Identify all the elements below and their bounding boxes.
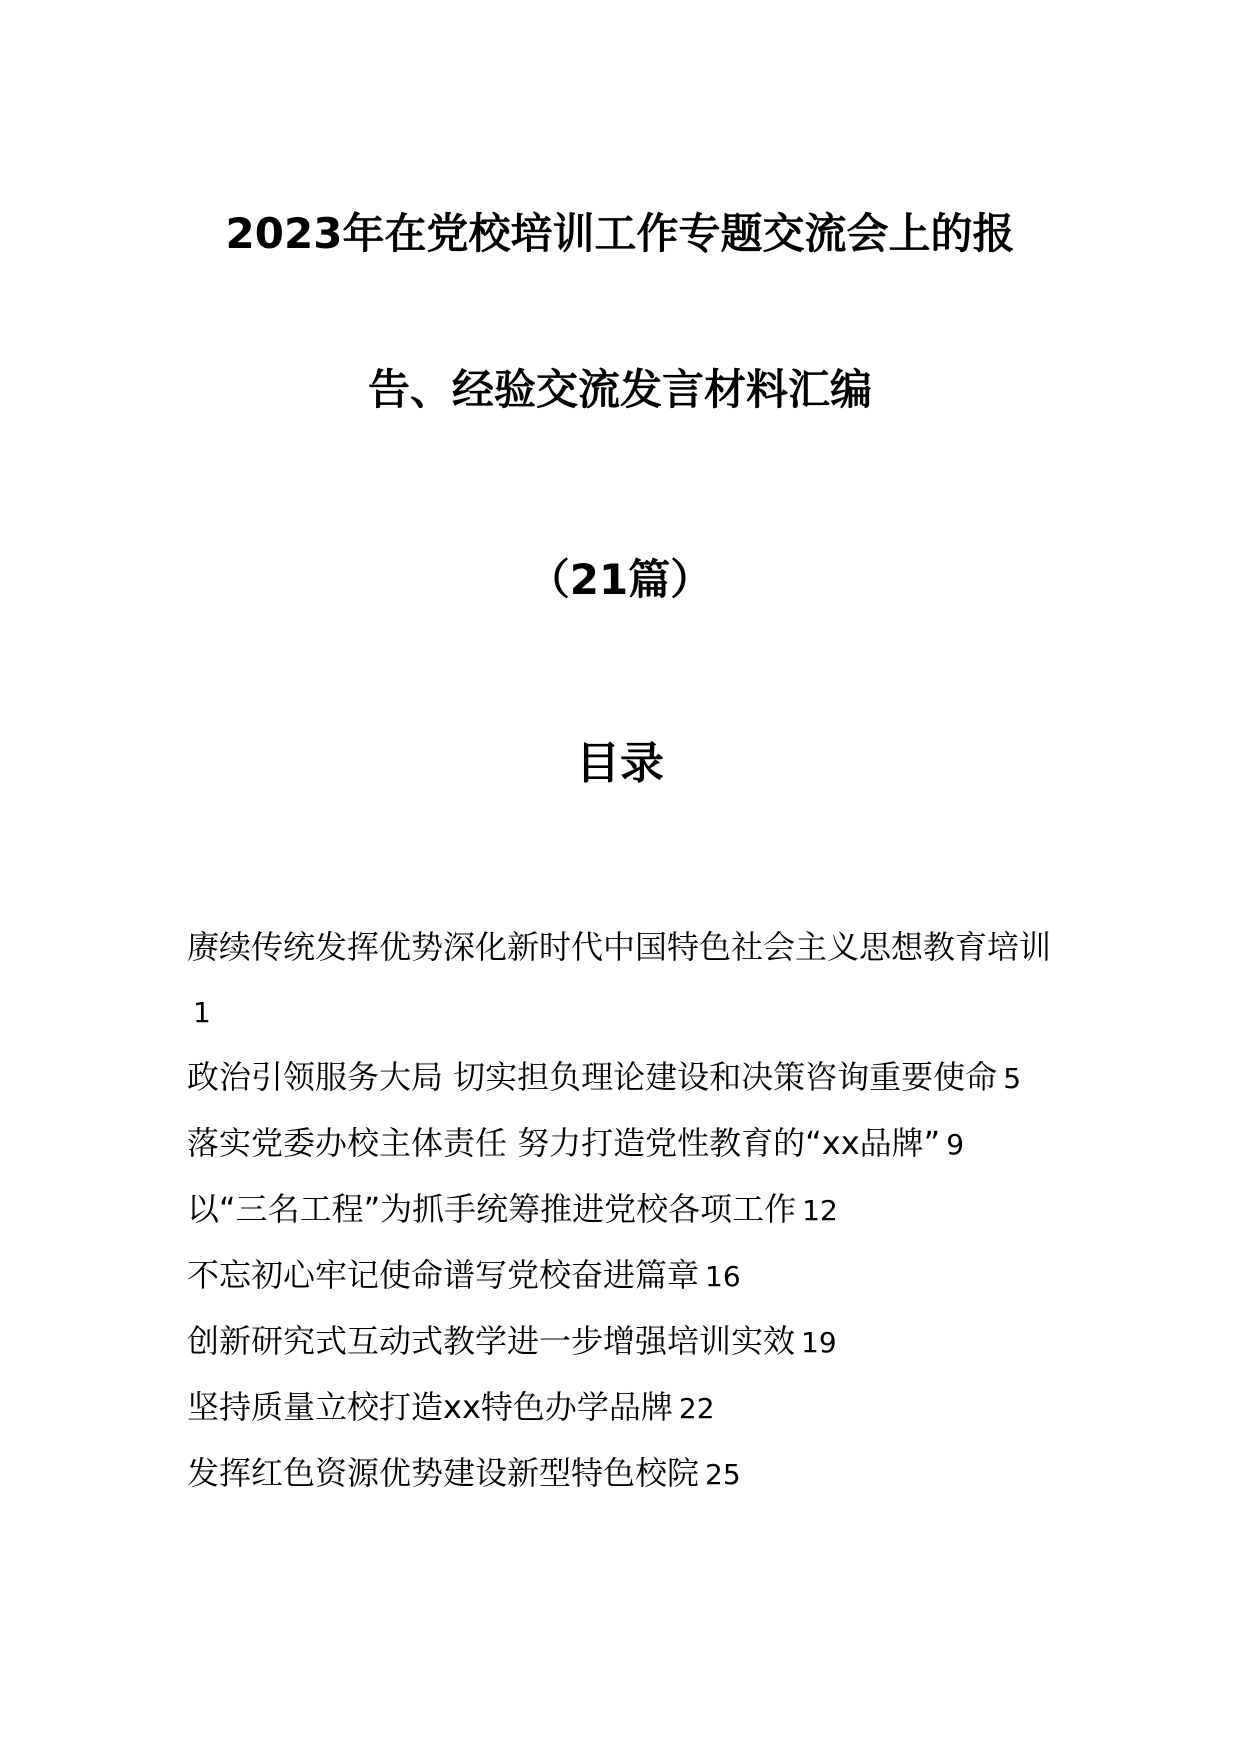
toc-entry[interactable]: [187, 1243, 1067, 1309]
toc-entry[interactable]: [187, 1309, 1067, 1375]
toc-entry-title: 落实党委办校主体责任 努力打造党性教育的“xx品牌”: [187, 1124, 941, 1162]
toc-entry-title: 赓续传统发挥优势深化新时代中国特色社会主义思想教育培训: [187, 928, 1052, 966]
toc-entry[interactable]: [187, 1375, 1067, 1441]
toc-entry-title: 坚持质量立校打造xx特色办学品牌: [187, 1388, 673, 1426]
document-title-line-1: 2023年在党校培训工作专题交流会上的报: [225, 209, 1015, 258]
toc-entry-page: 12: [802, 1194, 838, 1227]
toc-entry[interactable]: [187, 1441, 1067, 1507]
toc-entry[interactable]: [187, 915, 1067, 1045]
toc-entry-page: 5: [1003, 1062, 1022, 1095]
toc-heading: 目录: [576, 738, 664, 789]
document-title-line-2: 告、经验交流发言材料汇编: [367, 365, 872, 414]
toc-entry-page: 19: [801, 1326, 837, 1359]
toc-entry-title: 不忘初心牢记使命谱写党校奋进篇章: [187, 1256, 700, 1294]
toc-entry-title: 以“三名工程”为抓手统筹推进党校各项工作: [187, 1190, 797, 1228]
toc-entry-page: 9: [946, 1128, 965, 1161]
toc-entry-page: 22: [678, 1392, 715, 1425]
toc-entry[interactable]: [187, 1111, 1067, 1177]
toc-entry-title: 政治引领服务大局 切实担负理论建设和决策咨询重要使命: [187, 1058, 998, 1096]
table-of-contents: [187, 915, 1067, 1507]
toc-entry-page: 16: [705, 1260, 741, 1293]
toc-entry-page: 1: [193, 996, 211, 1029]
toc-entry-page: 25: [705, 1458, 741, 1491]
toc-entry-title: 创新研究式互动式教学进一步增强培训实效: [187, 1322, 796, 1360]
toc-entry[interactable]: [187, 1045, 1067, 1111]
article-count: （21篇）: [527, 555, 713, 604]
toc-entry[interactable]: [187, 1177, 1067, 1243]
toc-entry-title: 发挥红色资源优势建设新型特色校院: [187, 1454, 700, 1492]
